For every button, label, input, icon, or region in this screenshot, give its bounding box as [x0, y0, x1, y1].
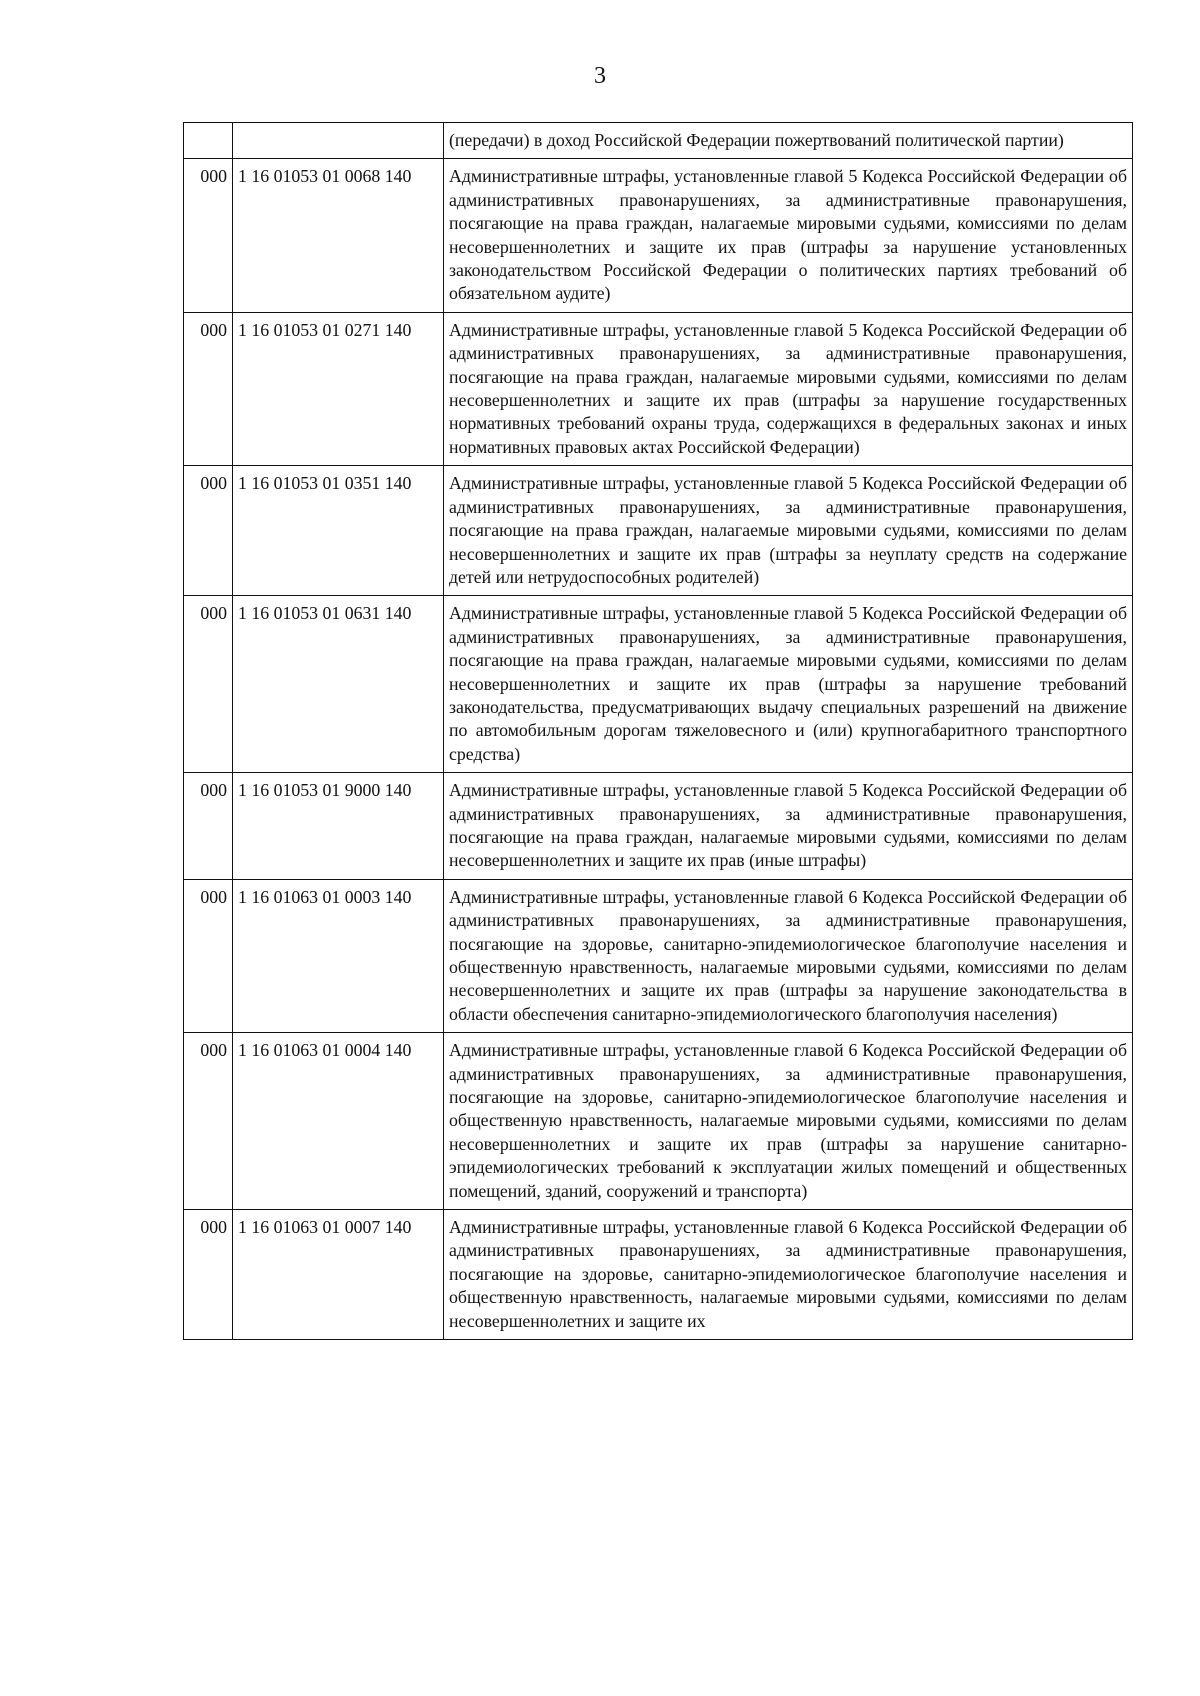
- table-row: [184, 773, 1133, 880]
- revenue-code-cell: 1 16 01063 01 0003 140: [233, 879, 444, 1032]
- admin-code-cell: 000: [184, 466, 233, 596]
- table-row: [184, 159, 1133, 312]
- description-cell: Административные штрафы, установленные главой 6 Кодекса Российской Федерации об административных правонарушениях, за административные правонарушения, посягающие на здоровье, санитарно-эпидемиологическое благополучие населения и общественную нравственность, налагаемые мировыми судьями, комиссиями по делам несовершеннолетних и защите их: [444, 1210, 1133, 1340]
- description-cell: Административные штрафы, установленные главой 5 Кодекса Российской Федерации об административных правонарушениях, за административные правонарушения, посягающие на права граждан, налагаемые мировыми судьями, комиссиями по делам несовершеннолетних и защите их прав (иные штрафы): [444, 773, 1133, 880]
- revenue-code-cell: 1 16 01053 01 0068 140: [233, 159, 444, 312]
- revenue-code-cell: 1 16 01063 01 0007 140: [233, 1210, 444, 1340]
- description-cell: Административные штрафы, установленные главой 5 Кодекса Российской Федерации об административных правонарушениях, за административные правонарушения, посягающие на права граждан, налагаемые мировыми судьями, комиссиями по делам несовершеннолетних и защите их прав (штрафы за нарушение установленных законодательством Российской Федерации о политических партиях требований об обязательном аудите): [444, 159, 1133, 312]
- admin-code-cell: 000: [184, 879, 233, 1032]
- table-row: [184, 879, 1133, 1032]
- table-row: [184, 1210, 1133, 1340]
- description-cell: Административные штрафы, установленные главой 6 Кодекса Российской Федерации об административных правонарушениях, за административные правонарушения, посягающие на здоровье, санитарно-эпидемиологическое благополучие населения и общественную нравственность, налагаемые мировыми судьями, комиссиями по делам несовершеннолетних и защите их прав (штрафы за нарушение законодательства в области обеспечения санитарно-эпидемиологического благополучия населения): [444, 879, 1133, 1032]
- admin-code-cell: 000: [184, 159, 233, 312]
- description-cell: Административные штрафы, установленные главой 6 Кодекса Российской Федерации об административных правонарушениях, за административные правонарушения, посягающие на здоровье, санитарно-эпидемиологическое благополучие населения и общественную нравственность, налагаемые мировыми судьями, комиссиями по делам несовершеннолетних и защите их прав (штрафы за нарушение санитарно-эпидемиологических требований к эксплуатации жилых помещений и общественных помещений, зданий, сооружений и транспорта): [444, 1033, 1133, 1210]
- admin-code-cell: 000: [184, 1210, 233, 1340]
- description-cell: Административные штрафы, установленные главой 5 Кодекса Российской Федерации об административных правонарушениях, за административные правонарушения, посягающие на права граждан, налагаемые мировыми судьями, комиссиями по делам несовершеннолетних и защите их прав (штрафы за нарушение требований законодательства, предусматривающих выдачу специальных разрешений на движение по автомобильным дорогам тяжеловесного и (или) крупногабаритного транспортного средства): [444, 596, 1133, 773]
- table-row: [184, 1033, 1133, 1210]
- description-cell: (передачи) в доход Российской Федерации пожертвований политической партии): [444, 123, 1133, 159]
- admin-code-cell: [184, 123, 233, 159]
- revenue-code-cell: 1 16 01053 01 9000 140: [233, 773, 444, 880]
- page-number: 3: [594, 63, 606, 89]
- revenue-code-cell: 1 16 01053 01 0271 140: [233, 312, 444, 465]
- table-row: [184, 312, 1133, 465]
- admin-code-cell: 000: [184, 312, 233, 465]
- admin-code-cell: 000: [184, 596, 233, 773]
- description-cell: Административные штрафы, установленные главой 5 Кодекса Российской Федерации об административных правонарушениях, за административные правонарушения, посягающие на права граждан, налагаемые мировыми судьями, комиссиями по делам несовершеннолетних и защите их прав (штрафы за нарушение государственных нормативных требований охраны труда, содержащихся в федеральных законах и иных нормативных правовых актах Российской Федерации): [444, 312, 1133, 465]
- table-row: [184, 123, 1133, 159]
- table-row: [184, 596, 1133, 773]
- revenue-code-cell: 1 16 01053 01 0631 140: [233, 596, 444, 773]
- admin-code-cell: 000: [184, 1033, 233, 1210]
- admin-code-cell: 000: [184, 773, 233, 880]
- table-row: [184, 466, 1133, 596]
- revenue-code-cell: 1 16 01063 01 0004 140: [233, 1033, 444, 1210]
- revenue-code-cell: 1 16 01053 01 0351 140: [233, 466, 444, 596]
- budget-codes-table: [183, 122, 1133, 1340]
- revenue-code-cell: [233, 123, 444, 159]
- description-cell: Административные штрафы, установленные главой 5 Кодекса Российской Федерации об административных правонарушениях, за административные правонарушения, посягающие на права граждан, налагаемые мировыми судьями, комиссиями по делам несовершеннолетних и защите их прав (штрафы за неуплату средств на содержание детей или нетрудоспособных родителей): [444, 466, 1133, 596]
